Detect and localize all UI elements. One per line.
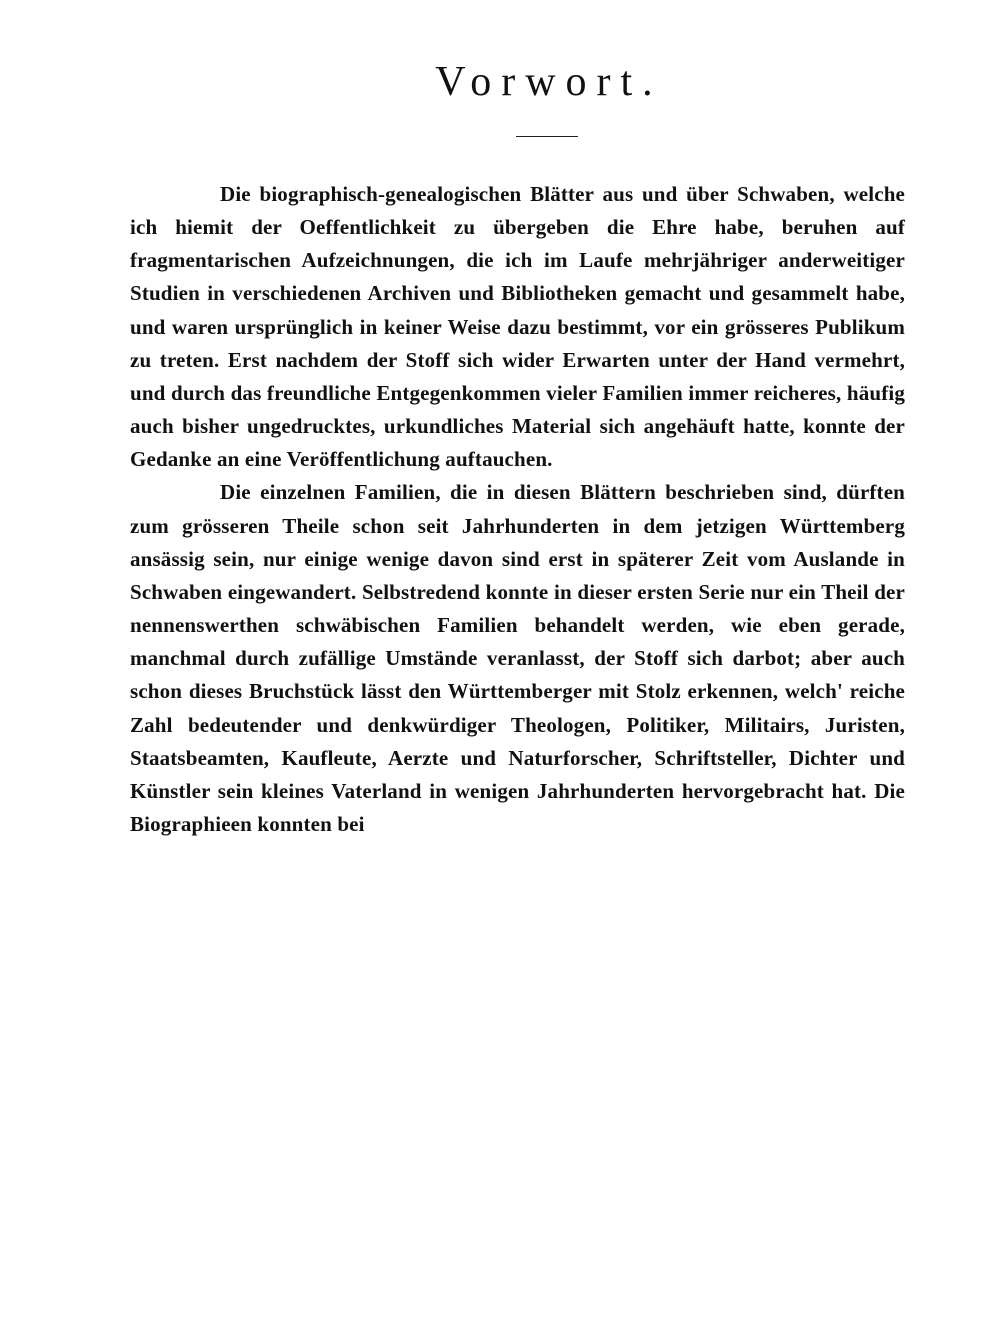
page-title: Vorwort.: [435, 59, 663, 105]
paragraph-1: Die biographisch-genealogischen Blätter aus und über Schwaben, welche ich hiemit der Oeffentlichkeit zu übergeben die Ehre habe, beruhen auf fragmentarischen Aufzeichnungen, die ich im Laufe mehrjähriger anderweitiger Studien in verschiedenen Archiven und Bibliotheken gemacht und gesammelt habe, und waren ursprünglich in keiner Weise dazu bestimmt, vor ein grösseres Publikum zu treten. Erst nachdem der Stoff sich wider Erwarten unter der Hand vermehrt, und durch das freundliche Entgegenkommen vieler Familien immer reicheres, häufig auch bisher ungedrucktes, urkundliches Material sich angehäuft hatte, konnte der Gedanke an eine Veröffentlichung auftauchen.: [130, 182, 905, 472]
body-text: [130, 178, 905, 841]
paragraph-2: Die einzelnen Familien, die in diesen Blättern beschrieben sind, dürften zum grösseren Theile schon seit Jahrhunderten in dem jetzigen Württemberg ansässig sein, nur einige wenige davon sind erst in späterer Zeit vom Auslande in Schwaben eingewandert. Selbstredend konnte in dieser ersten Serie nur ein Theil der nennenswerthen schwäbischen Familien behandelt werden, wie eben gerade, manchmal durch zufällige Umstände veranlasst, der Stoff sich darbot; aber auch schon dieses Bruchstück lässt den Württemberger mit Stolz erkennen, welch' reiche Zahl bedeutender und denkwürdiger Theologen, Politiker, Militairs, Juristen, Staatsbeamten, Kaufleute, Aerzte und Naturforscher, Schriftsteller, Dichter und Künstler sein kleines Vaterland in wenigen Jahrhunderten hervorgebracht hat. Die Biographieen konnten bei: [130, 480, 905, 836]
title-divider: [516, 136, 578, 137]
